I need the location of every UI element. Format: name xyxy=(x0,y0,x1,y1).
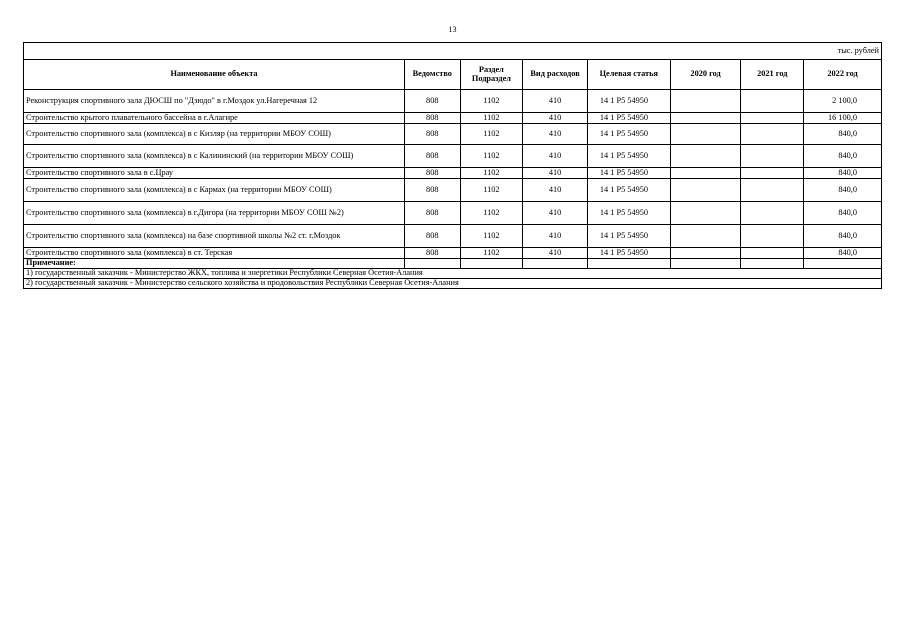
cell-expense: 410 xyxy=(523,145,588,168)
note-row xyxy=(24,269,882,279)
table-row xyxy=(24,113,882,124)
cell-section: 1102 xyxy=(460,225,523,248)
cell-name: Строительство спортивного зала (комплекса) в ст. Терская xyxy=(24,248,405,259)
col-header-target: Целевая статья xyxy=(587,60,670,90)
col-header-section xyxy=(460,60,523,90)
objects-table xyxy=(23,42,882,289)
cell-name: Строительство спортивного зала в с.Црау xyxy=(24,168,405,179)
cell-target: 14 1 P5 54950 xyxy=(587,248,670,259)
cell-section: 1102 xyxy=(460,90,523,113)
cell-target: 14 1 P5 54950 xyxy=(587,202,670,225)
cell-name: Строительство спортивного зала (комплекса) в с Кармах (на территории МБОУ СОШ) xyxy=(24,179,405,202)
col-header-dept: Ведомство xyxy=(404,60,460,90)
table-row xyxy=(24,225,882,248)
header-row xyxy=(24,60,882,90)
cell-target: 14 1 P5 54950 xyxy=(587,145,670,168)
units-row xyxy=(24,43,882,60)
cell-section: 1102 xyxy=(460,124,523,145)
cell-section: 1102 xyxy=(460,168,523,179)
cell-2022: 16 100,0 xyxy=(804,113,882,124)
notes-title-row xyxy=(24,259,882,269)
col-header-expense: Вид расходов xyxy=(523,60,588,90)
cell-dept: 808 xyxy=(404,113,460,124)
table-row xyxy=(24,179,882,202)
col-header-section-l2: Подраздел xyxy=(471,73,511,83)
cell-dept: 808 xyxy=(404,202,460,225)
col-header-2021: 2021 год xyxy=(741,60,804,90)
cell-2021 xyxy=(741,124,804,145)
cell-name: Строительство спортивного зала (комплекса) в с Калининский (на территории МБОУ СОШ) xyxy=(24,145,405,168)
cell-2022: 840,0 xyxy=(804,179,882,202)
cell-expense: 410 xyxy=(523,225,588,248)
table-row xyxy=(24,202,882,225)
cell-2021 xyxy=(741,202,804,225)
cell-target: 14 1 P5 54950 xyxy=(587,225,670,248)
cell-target: 14 1 P5 54950 xyxy=(587,179,670,202)
cell-target: 14 1 P5 54950 xyxy=(587,124,670,145)
cell-2021 xyxy=(741,113,804,124)
cell-2022: 840,0 xyxy=(804,248,882,259)
table-row xyxy=(24,90,882,113)
cell-name: Строительство спортивного зала (комплекса) в г.Дигора (на территории МБОУ СОШ №2) xyxy=(24,202,405,225)
col-header-2022: 2022 год xyxy=(804,60,882,90)
cell-2022: 840,0 xyxy=(804,168,882,179)
cell-dept: 808 xyxy=(404,90,460,113)
table-row xyxy=(24,145,882,168)
cell-2021 xyxy=(741,179,804,202)
cell-2020 xyxy=(670,145,741,168)
cell-2021 xyxy=(741,248,804,259)
cell-target: 14 1 P5 54950 xyxy=(587,113,670,124)
note-item: 2) государственный заказчик - Министерство сельского хозяйства и продовольствия Республики Северная Осетия-Алания xyxy=(24,279,882,289)
cell-2020 xyxy=(670,90,741,113)
cell-2020 xyxy=(670,124,741,145)
cell-name: Строительство спортивного зала (комплекса) в с Кизляр (на территории МБОУ СОШ) xyxy=(24,124,405,145)
cell-name: Реконструкция спортивного зала ДЮСШ по "Дзюдо" в г.Моздок ул.Нагеречная 12 xyxy=(24,90,405,113)
cell-2020 xyxy=(670,179,741,202)
col-header-name: Наименование объекта xyxy=(24,60,405,90)
col-header-2020: 2020 год xyxy=(670,60,741,90)
cell-dept: 808 xyxy=(404,248,460,259)
table-row xyxy=(24,248,882,259)
cell-dept: 808 xyxy=(404,124,460,145)
cell-dept: 808 xyxy=(404,225,460,248)
cell-expense: 410 xyxy=(523,168,588,179)
cell-section: 1102 xyxy=(460,248,523,259)
cell-target: 14 1 P5 54950 xyxy=(587,90,670,113)
page-number: 13 xyxy=(448,25,457,34)
cell-2020 xyxy=(670,168,741,179)
cell-dept: 808 xyxy=(404,179,460,202)
cell-2022: 840,0 xyxy=(804,145,882,168)
cell-2022: 2 100,0 xyxy=(804,90,882,113)
table-row xyxy=(24,168,882,179)
cell-2022: 840,0 xyxy=(804,202,882,225)
cell-2021 xyxy=(741,145,804,168)
cell-2021 xyxy=(741,225,804,248)
col-header-section-l1: Раздел xyxy=(478,64,504,74)
cell-name: Строительство спортивного зала (комплекса) на базе спортивной школы №2 ст. г.Моздок xyxy=(24,225,405,248)
units-label: тыс. рублей xyxy=(24,43,882,60)
cell-section: 1102 xyxy=(460,202,523,225)
cell-expense: 410 xyxy=(523,90,588,113)
table-row xyxy=(24,124,882,145)
cell-2020 xyxy=(670,225,741,248)
cell-expense: 410 xyxy=(523,248,588,259)
cell-section: 1102 xyxy=(460,179,523,202)
cell-section: 1102 xyxy=(460,145,523,168)
note-item: 1) государственный заказчик - Министерство ЖКХ, топлива и энергетики Республики Северная Осетия-Алания xyxy=(24,269,882,279)
cell-dept: 808 xyxy=(404,145,460,168)
cell-2020 xyxy=(670,113,741,124)
cell-section: 1102 xyxy=(460,113,523,124)
cell-2022: 840,0 xyxy=(804,124,882,145)
cell-2021 xyxy=(741,168,804,179)
cell-dept: 808 xyxy=(404,168,460,179)
notes-title: Примечание: xyxy=(24,259,405,269)
cell-expense: 410 xyxy=(523,202,588,225)
cell-expense: 410 xyxy=(523,124,588,145)
cell-2020 xyxy=(670,248,741,259)
cell-2021 xyxy=(741,90,804,113)
note-row xyxy=(24,279,882,289)
cell-expense: 410 xyxy=(523,179,588,202)
cell-expense: 410 xyxy=(523,113,588,124)
cell-target: 14 1 P5 54950 xyxy=(587,168,670,179)
cell-2020 xyxy=(670,202,741,225)
cell-name: Строительство крытого плавательного бассейна в г.Алагире xyxy=(24,113,405,124)
cell-2022: 840,0 xyxy=(804,225,882,248)
